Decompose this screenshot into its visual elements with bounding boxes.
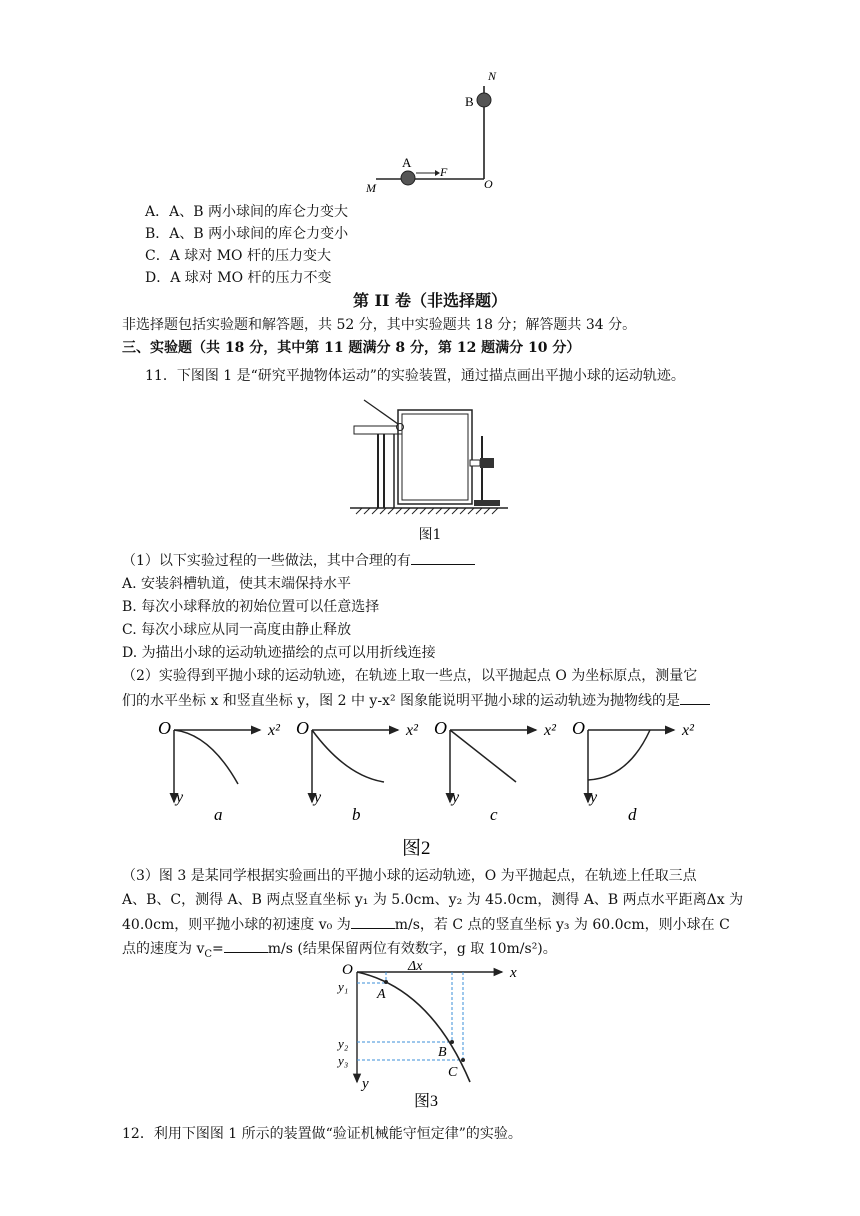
svg-text:x²: x² (268, 722, 280, 739)
q10-option-d: D．A 球对 MO 杆的压力不变 (145, 270, 332, 286)
label-m: M (366, 181, 376, 195)
svg-text:y₁: y₁ (338, 979, 349, 994)
part2-description: 非选择题包括实验题和解答题，共 52 分，其中实验题共 18 分；解答题共 34 分。 (122, 317, 637, 333)
fig3-trajectory (330, 958, 540, 1114)
graph-a (158, 718, 281, 824)
q11-intro: 11．下图图 1 是“研究平抛物体运动”的实验装置，通过描点画出平抛小球的运动轨迹。 (145, 368, 685, 384)
label-o: O (484, 177, 493, 191)
ball-b (477, 93, 491, 107)
graph-d (572, 718, 695, 824)
svg-text:O: O (296, 718, 309, 738)
fig2-caption: 图2 (402, 838, 431, 859)
svg-text:Δx: Δx (408, 959, 423, 974)
svg-text:A: A (377, 987, 386, 1002)
svg-text:y₃: y₃ (338, 1053, 349, 1068)
graph-c (434, 718, 557, 824)
label-b: B (465, 94, 474, 109)
q11-part1-option-b: B. 每次小球释放的初始位置可以任意选择 (122, 599, 380, 615)
label-a: A (402, 155, 412, 170)
fig1-caption: 图1 (418, 527, 442, 543)
q11-part3-line3-text-b: m/s，若 C 点的竖直坐标 y₃ 为 60.0cm，则小球在 C (394, 917, 730, 933)
q11-part3-line4-equals: = (212, 941, 224, 957)
q10-option-c: C．A 球对 MO 杆的压力变大 (145, 248, 331, 264)
fig1-apparatus (350, 396, 510, 518)
q11-part1-text: （1）以下实验过程的一些做法，其中合理的有 (122, 553, 411, 569)
svg-text:c: c (490, 805, 498, 824)
svg-text:x²: x² (544, 722, 556, 739)
graph-b (296, 718, 419, 824)
label-n: N (488, 69, 497, 83)
q11-part1-option-a: A. 安装斜槽轨道，使其末端保持水平 (122, 576, 352, 592)
svg-text:d: d (628, 805, 637, 824)
svg-text:O: O (158, 718, 171, 738)
ball-a (401, 171, 415, 185)
q11-part3-line4-text-c: m/s (结果保留两位有效数字，g 取 10m/s²)。 (267, 941, 557, 957)
rod-figure (360, 66, 510, 196)
svg-text:y: y (176, 789, 184, 806)
svg-text:b: b (352, 805, 361, 824)
svg-text:O: O (572, 718, 585, 738)
q12-intro: 12．利用下图图 1 所示的装置做“验证机械能守恒定律”的实验。 (122, 1126, 522, 1142)
svg-text:y: y (590, 789, 598, 806)
q10-option-b: B．A、B 两小球间的库仑力变小 (145, 226, 349, 242)
svg-text:y: y (362, 1076, 369, 1092)
q11-part1-option-c: C. 每次小球应从同一高度由静止释放 (122, 622, 352, 638)
svg-text:C: C (448, 1065, 458, 1080)
label-f: F (440, 165, 448, 179)
svg-text:a: a (214, 805, 223, 824)
svg-text:y: y (452, 789, 460, 806)
q11-part3-line3-text-a: 40.0cm，则平抛小球的初速度 v₀ 为 (122, 917, 351, 933)
part2-title: 第 II 卷（非选择题） (352, 291, 508, 310)
q11-part2-line2 (122, 690, 710, 711)
q11-v0-answer-blank[interactable] (351, 914, 395, 929)
q11-part3-line1: （3）图 3 是某同学根据实验画出的平抛小球的运动轨迹，O 为平抛起点，在轨迹上任取三点 (122, 868, 697, 884)
section3-title: 三、实验题（共 18 分，其中第 11 题满分 8 分，第 12 题满分 10 分） (122, 340, 581, 356)
q11-part1-answer-blank[interactable] (411, 550, 475, 565)
svg-text:O: O (342, 962, 353, 978)
q11-part1 (122, 550, 475, 571)
svg-text:y₂: y₂ (338, 1036, 349, 1051)
q11-part2-answer-blank[interactable] (680, 690, 710, 705)
q11-part2-line1: （2）实验得到平抛小球的运动轨迹，在轨迹上取一些点，以平抛起点 O 为坐标原点，测量它 (122, 668, 698, 684)
q11-part3-line4-subscript: C (204, 948, 213, 960)
q10-option-a: A．A、B 两小球间的库仑力变大 (145, 204, 348, 220)
q11-part1-option-d: D. 为描出小球的运动轨迹描绘的点可以用折线连接 (122, 645, 436, 661)
svg-text:x²: x² (682, 722, 694, 739)
svg-text:B: B (438, 1045, 447, 1060)
q11-vc-answer-blank[interactable] (224, 938, 268, 953)
q11-part3-line4-text-a: 点的速度为 v (122, 941, 205, 957)
svg-text:x²: x² (406, 722, 418, 739)
svg-text:x: x (510, 965, 517, 981)
svg-text:O: O (434, 718, 447, 738)
fig2-graphs (150, 714, 720, 864)
q11-part3-line2: A、B、C，测得 A、B 两点竖直坐标 y₁ 为 5.0cm、y₂ 为 45.0cm，测得 A、B 两点水平距离Δx 为 (122, 892, 744, 908)
fig3-caption: 图3 (414, 1093, 439, 1110)
q11-part3-line3 (122, 914, 730, 935)
q11-part2-line2-text: 们的水平坐标 x 和竖直坐标 y，图 2 中 y-x² 图象能说明平抛小球的运动轨迹为抛物线的是 (122, 693, 681, 709)
svg-text:y: y (314, 789, 322, 806)
